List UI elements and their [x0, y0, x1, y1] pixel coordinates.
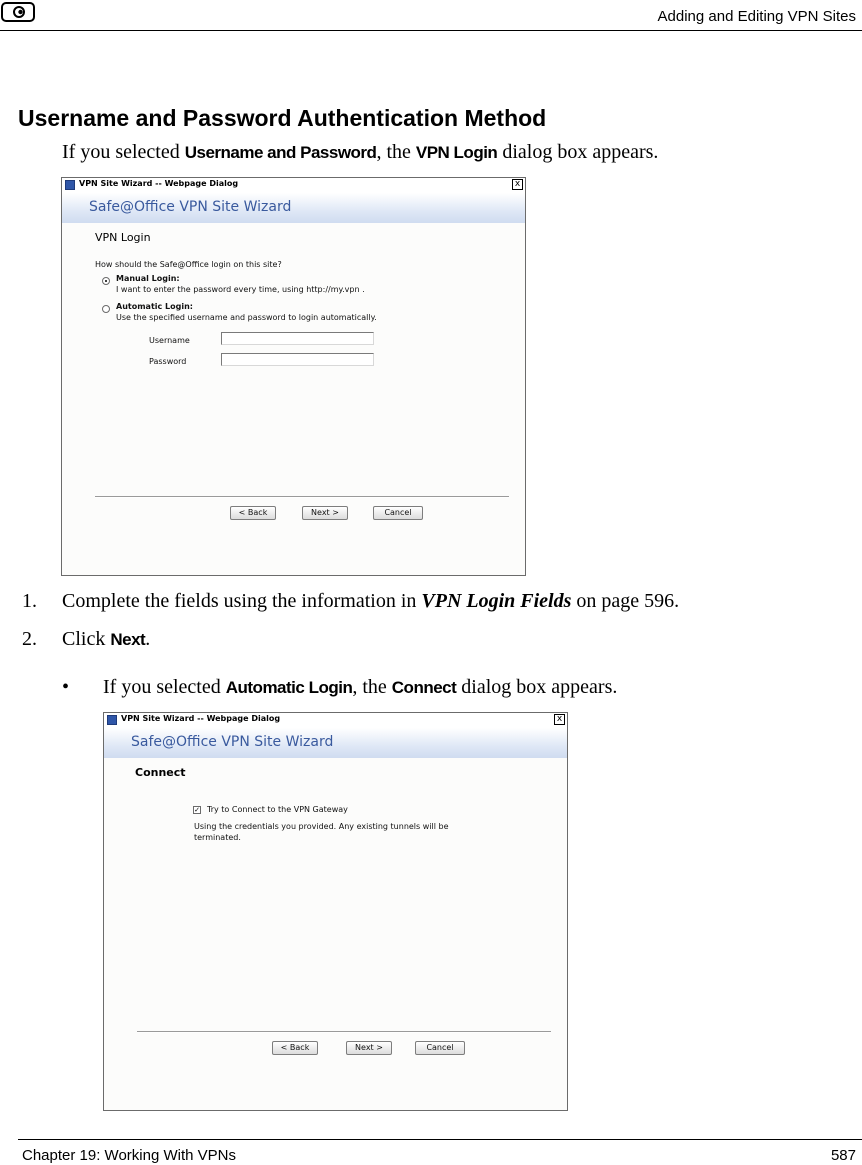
- intro-paragraph: [62, 141, 658, 164]
- cancel-button[interactable]: Cancel: [373, 506, 423, 520]
- connect-note: terminated.: [194, 833, 241, 842]
- ui-term-automatic-login: Automatic Login: [225, 678, 353, 697]
- automatic-login-radio[interactable]: [102, 305, 110, 313]
- dialog-window-title: VPN Site Wizard -- Webpage Dialog: [121, 714, 281, 723]
- back-button[interactable]: < Back: [272, 1041, 318, 1055]
- dialog-titlebar: [104, 713, 567, 729]
- running-header-title: Adding and Editing VPN Sites: [657, 8, 856, 25]
- dialog-window-title: VPN Site Wizard -- Webpage Dialog: [79, 179, 239, 188]
- page-number: 587: [830, 1147, 856, 1164]
- ui-term-vpn-login: VPN Login: [415, 143, 498, 162]
- close-icon[interactable]: x: [512, 179, 523, 190]
- header-divider: [0, 30, 862, 31]
- footer-chapter: Chapter 19: Working With VPNs: [22, 1147, 236, 1164]
- section-heading: Username and Password Authentication Method: [18, 105, 547, 131]
- ui-term-next: Next: [110, 630, 146, 649]
- intro-text: , the: [376, 141, 416, 163]
- window-icon: [107, 715, 117, 725]
- step-number: 2.: [22, 628, 37, 650]
- manual-login-radio[interactable]: [102, 277, 110, 285]
- password-label: Password: [149, 357, 187, 366]
- ui-term-connect: Connect: [391, 678, 457, 697]
- window-icon: [65, 180, 75, 190]
- manual-login-description: I want to enter the password every time, using http://my.vpn .: [116, 285, 365, 294]
- wizard-title: Safe@Office VPN Site Wizard: [89, 199, 292, 215]
- next-button[interactable]: Next >: [302, 506, 348, 520]
- step-text: on page 596.: [571, 590, 680, 612]
- bullet-icon: •: [62, 676, 70, 698]
- dialog-titlebar: [62, 178, 525, 194]
- wizard-header: [62, 193, 525, 223]
- automatic-login-description: Use the specified username and password to login automatically.: [116, 313, 377, 322]
- step-number: 1.: [22, 590, 37, 612]
- connect-checkbox-label: Try to Connect to the VPN Gateway: [207, 805, 348, 814]
- close-icon[interactable]: x: [554, 714, 565, 725]
- dialog-page-title: VPN Login: [95, 231, 151, 244]
- dialog-page-title: Connect: [135, 766, 186, 779]
- bullet-text-part: , the: [352, 676, 392, 698]
- step-text: Click: [62, 628, 111, 650]
- username-input[interactable]: [221, 332, 374, 345]
- connect-dialog-screenshot: [103, 712, 568, 1111]
- step-text: .: [145, 628, 151, 650]
- connect-checkbox[interactable]: ✓: [194, 806, 200, 814]
- intro-text: dialog box appears.: [497, 141, 659, 163]
- wizard-header: [104, 728, 567, 758]
- footer-divider: [18, 1139, 862, 1140]
- step-text: Complete the fields using the information in: [62, 590, 422, 612]
- ui-term-username-and-password: Username and Password: [184, 143, 377, 162]
- password-input[interactable]: [221, 353, 374, 366]
- login-question: How should the Safe@Office login on this site?: [95, 260, 282, 269]
- username-label: Username: [149, 336, 190, 345]
- intro-text: If you selected: [62, 141, 185, 163]
- bullet-text-part: If you selected: [103, 676, 226, 698]
- automatic-login-label: Automatic Login:: [116, 302, 193, 311]
- bullet-text-part: dialog box appears.: [456, 676, 618, 698]
- step-2-text: [62, 628, 150, 651]
- safe-office-logo-icon: [1, 2, 35, 22]
- bullet-text: [103, 676, 617, 699]
- back-button[interactable]: < Back: [230, 506, 276, 520]
- manual-login-label: Manual Login:: [116, 274, 180, 283]
- connect-note: Using the credentials you provided. Any existing tunnels will be: [194, 822, 449, 831]
- vpn-login-dialog-screenshot: [61, 177, 526, 576]
- cross-reference-link[interactable]: VPN Login Fields: [421, 590, 572, 612]
- cancel-button[interactable]: Cancel: [415, 1041, 465, 1055]
- next-button[interactable]: Next >: [346, 1041, 392, 1055]
- button-divider: [95, 496, 509, 498]
- button-divider: [137, 1031, 551, 1033]
- wizard-title: Safe@Office VPN Site Wizard: [131, 734, 334, 750]
- step-1-text: [62, 590, 679, 613]
